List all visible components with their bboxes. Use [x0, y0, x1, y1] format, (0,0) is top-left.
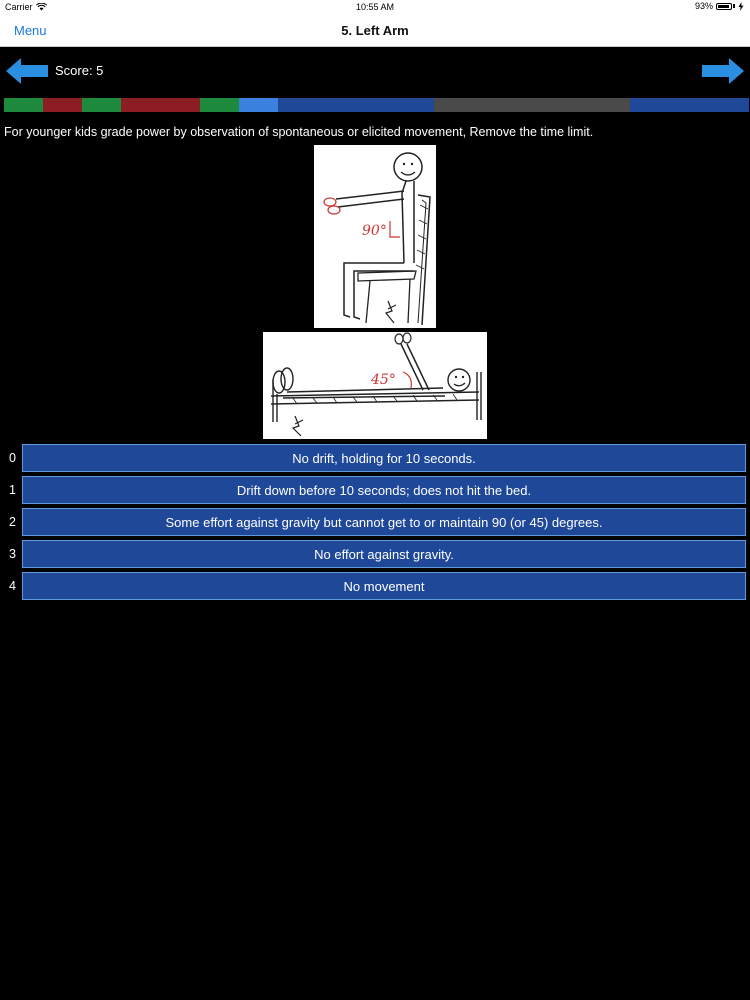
- option-button-3[interactable]: No effort against gravity.: [22, 540, 746, 568]
- progress-segment-8: [630, 98, 749, 112]
- charging-bolt-icon: [738, 2, 744, 11]
- progress-segment-4: [200, 98, 239, 112]
- option-button-2[interactable]: Some effort against gravity but cannot get to or maintain 90 (or 45) degrees.: [22, 508, 746, 536]
- instruction-text: For younger kids grade power by observation of spontaneous or elicited movement, Remove the time limit.: [4, 125, 594, 139]
- navigation-bar: [0, 14, 750, 47]
- option-number: 3: [9, 547, 16, 561]
- option-number: 4: [9, 579, 16, 593]
- option-row-4: [0, 572, 750, 600]
- option-row-3: [0, 540, 750, 568]
- battery-icon: [716, 3, 732, 10]
- progress-segment-3: [121, 98, 200, 112]
- option-row-1: [0, 476, 750, 504]
- option-number: 1: [9, 483, 16, 497]
- progress-bar: [4, 98, 746, 112]
- menu-button[interactable]: Menu: [14, 23, 47, 38]
- supine-angle-label: 45°: [371, 372, 396, 388]
- progress-segment-0: [4, 98, 43, 112]
- battery-percent: 93%: [694, 1, 713, 11]
- arrow-right-icon: [702, 58, 744, 84]
- wifi-icon: [36, 3, 47, 11]
- option-number: 0: [9, 451, 16, 465]
- previous-button[interactable]: [6, 58, 48, 84]
- progress-segment-1: [43, 98, 82, 112]
- carrier-info: [5, 2, 47, 12]
- progress-segment-6: [278, 98, 434, 112]
- page-title: 5. Left Arm: [341, 23, 409, 38]
- supine-arm-illustration: [263, 332, 487, 439]
- score-toolbar: [0, 48, 750, 94]
- arrow-left-icon: [6, 58, 48, 84]
- seated-arm-illustration: [314, 145, 436, 328]
- progress-segment-2: [82, 98, 121, 112]
- battery-status: [695, 1, 744, 11]
- option-row-2: [0, 508, 750, 536]
- option-button-0[interactable]: No drift, holding for 10 seconds.: [22, 444, 746, 472]
- score-label: Score: 5: [55, 63, 104, 78]
- option-button-4[interactable]: No movement: [22, 572, 746, 600]
- progress-segment-7: [434, 98, 630, 112]
- seated-angle-label: 90°: [362, 223, 387, 239]
- option-row-0: [0, 444, 750, 472]
- option-button-1[interactable]: Drift down before 10 seconds; does not hit the bed.: [22, 476, 746, 504]
- next-button[interactable]: [702, 58, 744, 84]
- clock: 10:55 AM: [355, 2, 395, 12]
- carrier-label: Carrier: [5, 2, 33, 12]
- progress-segment-5: [239, 98, 278, 112]
- option-number: 2: [9, 515, 16, 529]
- status-bar: [0, 0, 750, 14]
